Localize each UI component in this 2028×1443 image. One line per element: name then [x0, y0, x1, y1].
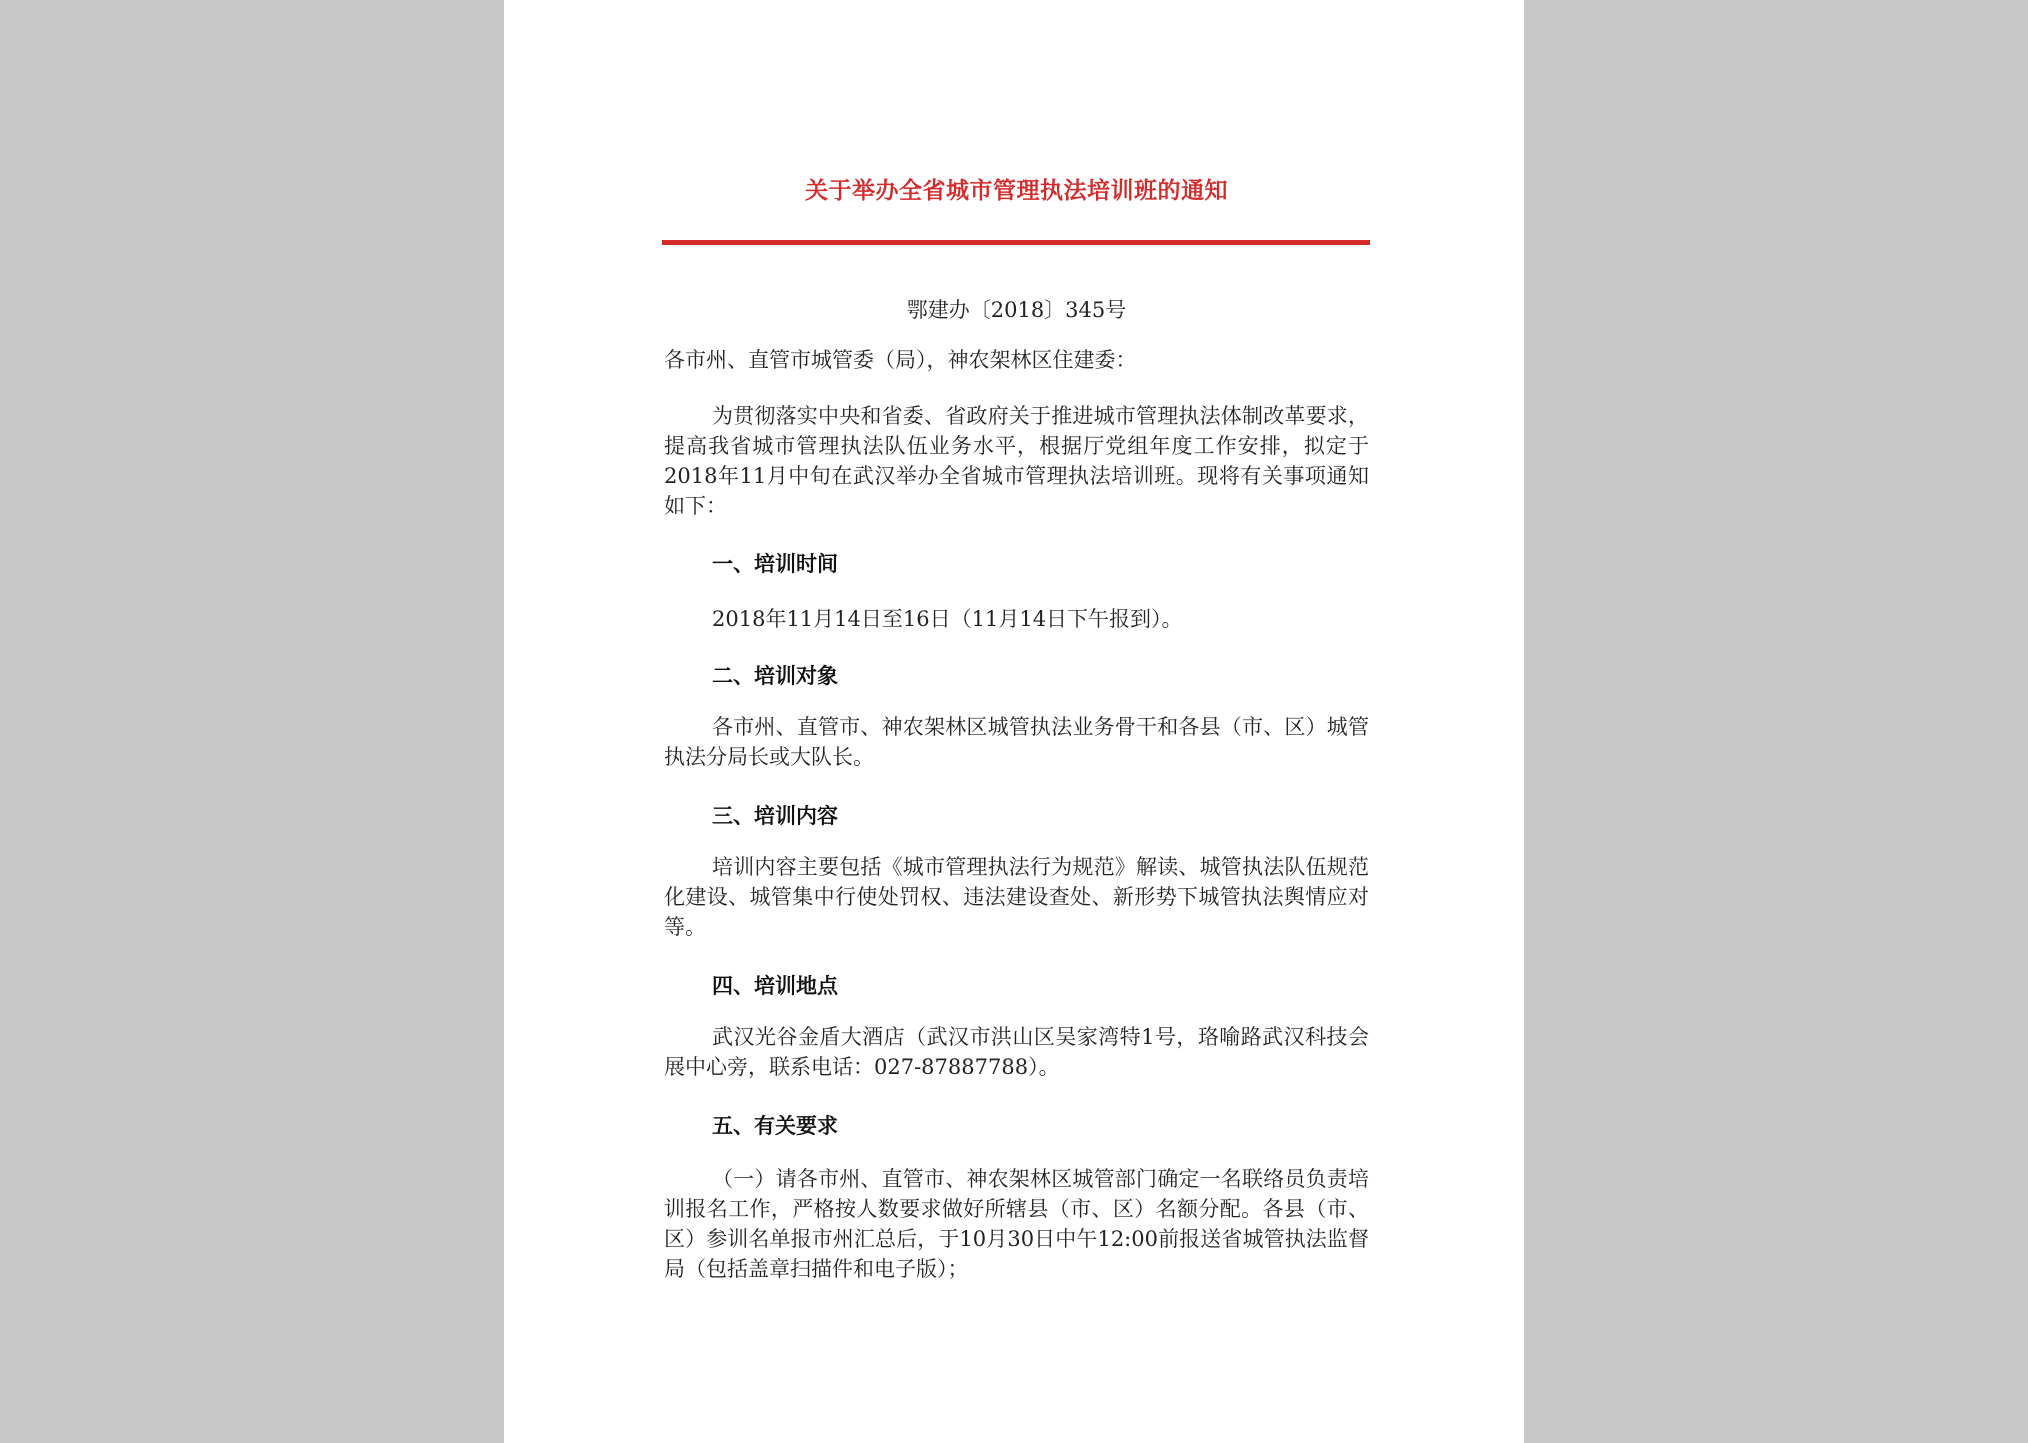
- section-heading-1: 一、培训时间: [712, 551, 838, 576]
- section-text-1: 2018年11月14日至16日（11月14日下午报到）。: [712, 607, 1183, 631]
- section-text-4: 武汉光谷金盾大酒店（武汉市洪山区吴家湾特1号，珞喻路武汉科技会展中心旁，联系电话：027-87887788）。: [664, 1025, 1369, 1079]
- document-page: [504, 0, 1524, 1443]
- section-heading-3: 三、培训内容: [712, 803, 838, 828]
- section-text-2: 各市州、直管市、神农架林区城管执法业务骨干和各县（市、区）城管执法分局长或大队长。: [664, 715, 1369, 769]
- document-number: 鄂建办〔2018〕345号: [906, 298, 1127, 322]
- intro-paragraph: 为贯彻落实中央和省委、省政府关于推进城市管理执法体制改革要求，提高我省城市管理执法队伍业务水平，根据厅党组年度工作安排，拟定于2018年11月中旬在武汉举办全省城市管理执法培训班。现将有关事项通知如下：: [664, 404, 1369, 518]
- section-text-5: （一）请各市州、直管市、神农架林区城管部门确定一名联络员负责培训报名工作，严格按人数要求做好所辖县（市、区）名额分配。各县（市、区）参训名单报市州汇总后，于10月30日中午12:00前报送省城管执法监督局（包括盖章扫描件和电子版）；: [664, 1167, 1369, 1281]
- section-heading-4: 四、培训地点: [712, 973, 838, 998]
- red-header-rule: [662, 240, 1370, 245]
- section-text-3: 培训内容主要包括《城市管理执法行为规范》解读、城管执法队伍规范化建设、城管集中行使处罚权、违法建设查处、新形势下城管执法舆情应对等。: [664, 855, 1369, 939]
- section-heading-5: 五、有关要求: [712, 1113, 838, 1138]
- salutation: 各市州、直管市城管委（局），神农架林区住建委：: [664, 348, 1137, 372]
- section-heading-2: 二、培训对象: [712, 663, 838, 688]
- document-title: 关于举办全省城市管理执法培训班的通知: [805, 177, 1228, 204]
